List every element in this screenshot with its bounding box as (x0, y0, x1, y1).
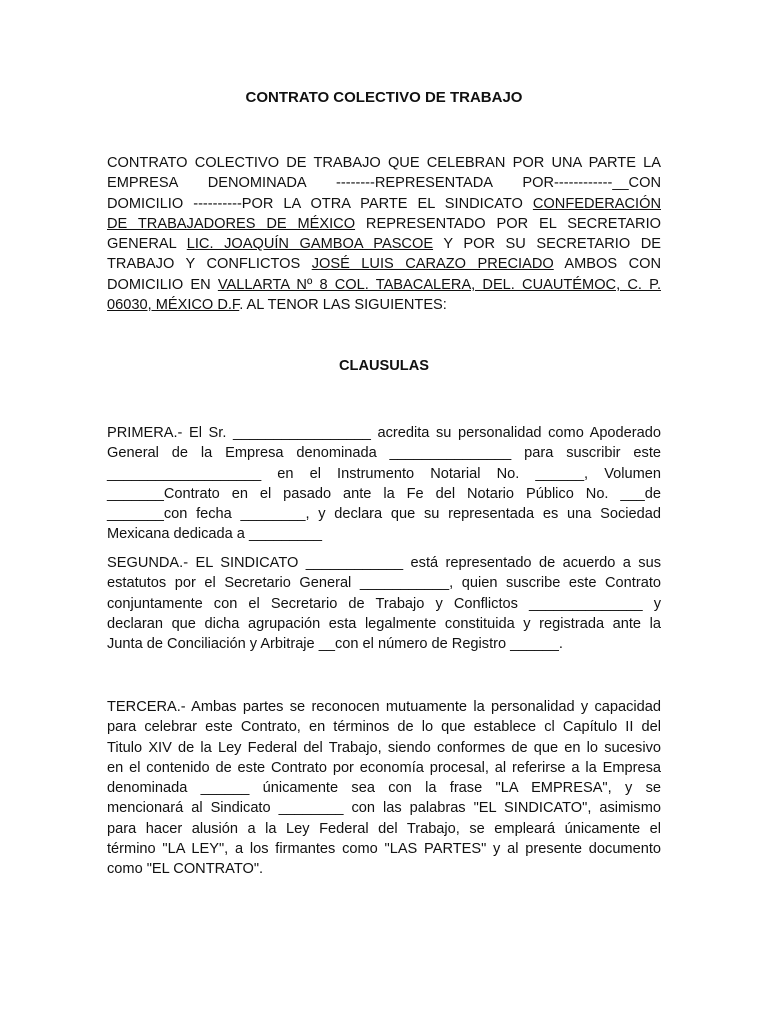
clause-line: Mexicana dedicada a _________ (107, 526, 323, 543)
intro-text: TRABAJO Y CONFLICTOS (107, 256, 312, 273)
clause-line: en el contenido de este Contrato por economía procesal, al referirse a la Empresa (107, 759, 661, 776)
document-title: CONTRATO COLECTIVO DE TRABAJO (245, 89, 523, 106)
intro-text: REPRESENTADO POR EL SECRETARIO (355, 215, 661, 232)
union-name-underlined: DE TRABAJADORES DE MÉXICO (107, 215, 356, 232)
clause-line: Titulo XIV de la Ley Federal del Trabajo, siendo conformes de que en lo sucesivo (107, 739, 661, 756)
intro-line (107, 254, 661, 274)
address-underlined: VALLARTA Nº 8 COL. TABACALERA, DEL. CUAUTÉMOC, C. P. (217, 276, 661, 293)
clause-line: término "LA LEY", a los firmantes como "LAS PARTES" y al presente documento (107, 841, 661, 858)
clause-primera (107, 423, 661, 545)
clause-line: declaran que dicha agrupación esta legalmente constituida y registrada ante la (107, 615, 661, 632)
union-name-underlined: CONFEDERACIÓN (532, 195, 661, 212)
intro-text: DOMICILIO ----------POR LA OTRA PARTE EL SINDICATO (107, 195, 533, 212)
labor-secretary-name: JOSÉ LUIS CARAZO PRECIADO (311, 256, 554, 273)
clause-segunda (107, 553, 661, 654)
intro-line (107, 234, 661, 254)
clause-line: conjuntamente con el Secretario de Trabajo y Conflictos ______________ y (107, 595, 661, 612)
clause-line: para celebrar este Contrato, en términos de lo que establece cl Capítulo II del (107, 719, 661, 736)
clause-line: mencionará al Sindicato ________ con las palabras "EL SINDICATO", asimismo (107, 800, 661, 817)
intro-line: EMPRESA DENOMINADA --------REPRESENTADA POR------------__CON (107, 175, 661, 192)
clause-line: ___________________ en el Instrumento Notarial No. ______, Volumen (107, 465, 661, 482)
intro-line: CONTRATO COLECTIVO DE TRABAJO QUE CELEBRAN POR UNA PARTE LA (107, 155, 661, 171)
clause-line: Junta de Conciliación y Arbitraje __con el número de Registro ______. (107, 636, 563, 653)
intro-line (107, 214, 661, 234)
clause-tercera (107, 697, 661, 880)
clause-line: PRIMERA.- El Sr. _________________ acredita su personalidad como Apoderado (107, 425, 661, 441)
secretary-general-name: LIC. JOAQUÍN GAMBOA PASCOE (186, 236, 434, 253)
clause-line: denominada ______ únicamente sea con la frase "LA EMPRESA", y se (107, 780, 661, 797)
intro-text: DOMICILIO EN (107, 276, 218, 293)
clause-line: como "EL CONTRATO". (107, 861, 264, 878)
clause-line: General de la Empresa denominada _______________ para suscribir este (107, 445, 661, 462)
clause-line: estatutos por el Secretario General ___________, quien suscribe este Contrato (107, 575, 661, 592)
clause-line: _______Contrato en el pasado ante la Fe del Notario Público No. ___de (107, 485, 661, 502)
clause-line: para hacer alusión a la Ley Federal del Trabajo, se empleará únicamente el (107, 820, 661, 837)
address-underlined: 06030, MÉXICO D.F (107, 297, 240, 314)
intro-line (107, 275, 661, 295)
intro-paragraph (107, 153, 661, 315)
clause-line: _______con fecha ________, y declara que su representada es una Sociedad (107, 506, 661, 523)
intro-line (107, 194, 661, 214)
intro-text: Y POR SU SECRETARIO DE (433, 236, 661, 253)
clause-line: SEGUNDA.- EL SINDICATO ____________ está representado de acuerdo a sus (107, 555, 661, 571)
clausulas-heading: CLAUSULAS (339, 358, 429, 374)
intro-text: AMBOS CON (553, 256, 662, 273)
intro-text: . AL TENOR LAS SIGUIENTES: (239, 297, 447, 314)
intro-text: GENERAL (107, 236, 187, 253)
clause-line: TERCERA.- Ambas partes se reconocen mutuamente la personalidad y capacidad (107, 699, 661, 715)
intro-line (107, 295, 661, 315)
